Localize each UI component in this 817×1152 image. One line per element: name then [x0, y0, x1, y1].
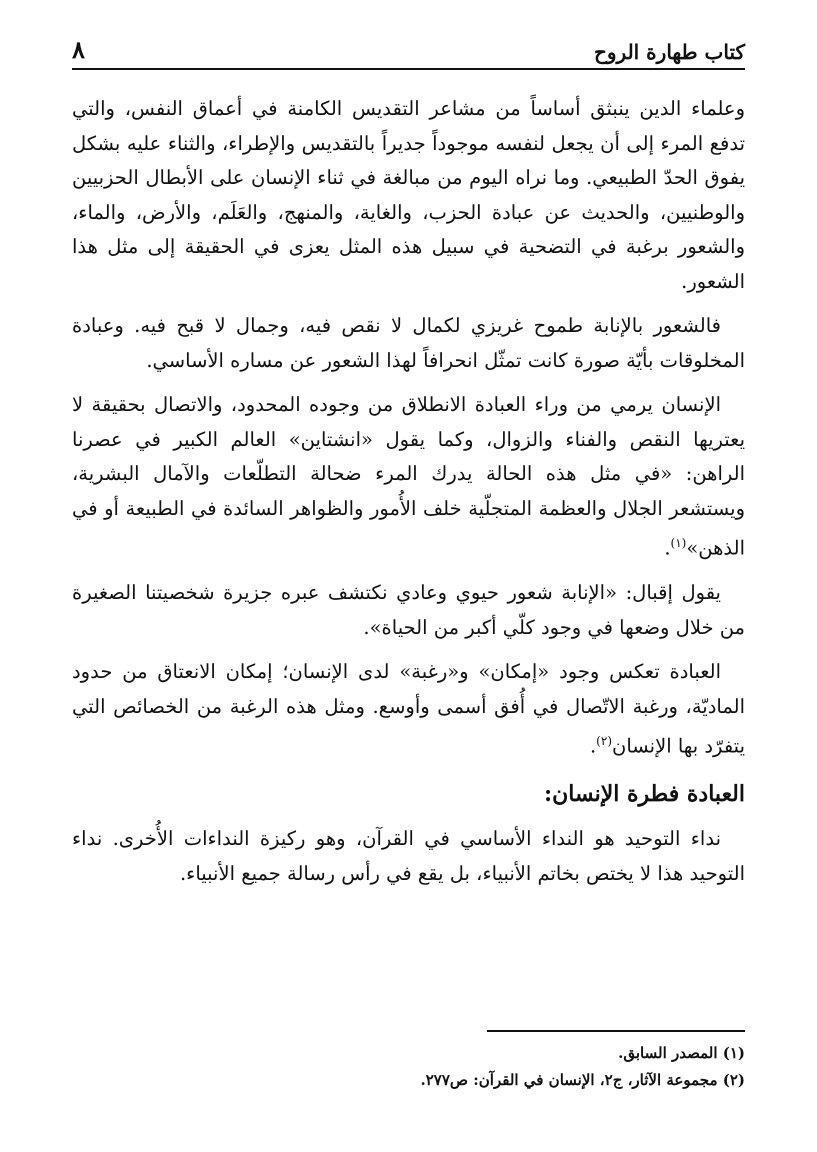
running-header — [72, 28, 745, 70]
paragraph-5: العبادة تعكس وجود «إمكان» و«رغبة» لدى الإنسان؛ إمكان الانعتاق من حدود الماديّة، ورغبة الاتّصال في أُفق أسمى وأوسع. ومثل هذه الرغبة من الخصائص التي يتفرّد بها الإنسان$^{(٢)}$. — [72, 660, 745, 758]
paragraph-6: نداء التوحيد هو النداء الأساسي في القرآن، وهو ركيزة النداءات الأُخرى. نداء التوحيد هذا لا يختص بخاتم الأنبياء، بل يقع في رأس رسالة جميع الأنبياء. — [72, 827, 745, 885]
footnote-divider — [487, 1030, 745, 1032]
section-heading: العبادة فطرة الإنسان: — [543, 781, 745, 807]
page-body — [72, 92, 745, 891]
paragraph-2: فالشعور بالإنابة طموح غريزي لكمال لا نقص فيه، وجمال لا قبح فيه. وعبادة المخلوقات بأيّة صورة كانت تمثّل انحرافاً لهذا الشعور عن مساره الأساسي. — [72, 314, 745, 372]
footnote-ref-2: (٢) — [596, 734, 612, 748]
footnote-2: (٢) مجموعة الآثار، ج٢، الإنسان في القرآن: ص٢٧٧. — [420, 1071, 745, 1089]
book-title: كتاب طهارة الروح — [593, 40, 745, 64]
paragraph-4: يقول إقبال: «الإنابة شعور حيوي وعادي نكتشف عبره جزيرة شخصيتنا الصغيرة من خلال وضعها في وجود كلّي أكبر من الحياة». — [72, 581, 745, 639]
paragraph-5-text: العبادة تعكس وجود «إمكان» و«رغبة» لدى الإنسان؛ إمكان الانعتاق من حدود الماديّة، ورغبة الاتّصال في أُفق أسمى وأوسع. ومثل هذه الرغبة من الخصائص التي يتفرّد بها الإنسان — [72, 660, 745, 758]
paragraph-3: الإنسان يرمي من وراء العبادة الانطلاق من وجوده المحدود، والاتصال بحقيقة لا يعتريها النقص والفناء والزوال، وكما يقول «انشتاين» العالم الكبير في عصرنا الراهن: «في مثل هذه الحالة يدرك المرء ضحالة التطلّعات والآمال البشرية، ويستشعر الجلال والعظمة المتجلّية خلف الأُمور والظواهر السائدة في الطبيعة أو في الذهن»$^{(١)}$. — [72, 393, 745, 560]
page-number: ٨ — [72, 35, 85, 64]
footnote-ref-1: (١) — [670, 536, 687, 550]
footnote-1: (١) المصدر السابق. — [618, 1044, 745, 1062]
footnotes — [72, 1030, 745, 1094]
paragraph-1: وعلماء الدين ينبثق أساساً من مشاعر التقديس الكامنة في أعماق النفس، والتي تدفع المرء إلى أن يجعل لنفسه موجوداً جديراً بالتقديس والإطراء، والثناء عليه بشكل يفوق الحدّ الطبيعي. وما نراه اليوم من مبالغة في ثناء الإنسان على الأبطال الحزبيين والوطنيين، والحديث عن عبادة الحزب، والغاية، والمنهج، والعَلَم، والأرض، والماء، والشعور برغبة في التضحية في سبيل هذه المثل يعزى في الحقيقة إلى مثل هذا الشعور. — [72, 97, 745, 293]
paragraph-3-text: الإنسان يرمي من وراء العبادة الانطلاق من وجوده المحدود، والاتصال بحقيقة لا يعتريها النقص والفناء والزوال، وكما يقول «انشتاين» العالم الكبير في عصرنا الراهن: «في مثل هذه الحالة يدرك المرء ضحالة التطلّعات والآمال البشرية، ويستشعر الجلال والعظمة المتجلّية خلف الأُمور والظواهر السائدة في الطبيعة أو في الذهن» — [72, 393, 745, 560]
